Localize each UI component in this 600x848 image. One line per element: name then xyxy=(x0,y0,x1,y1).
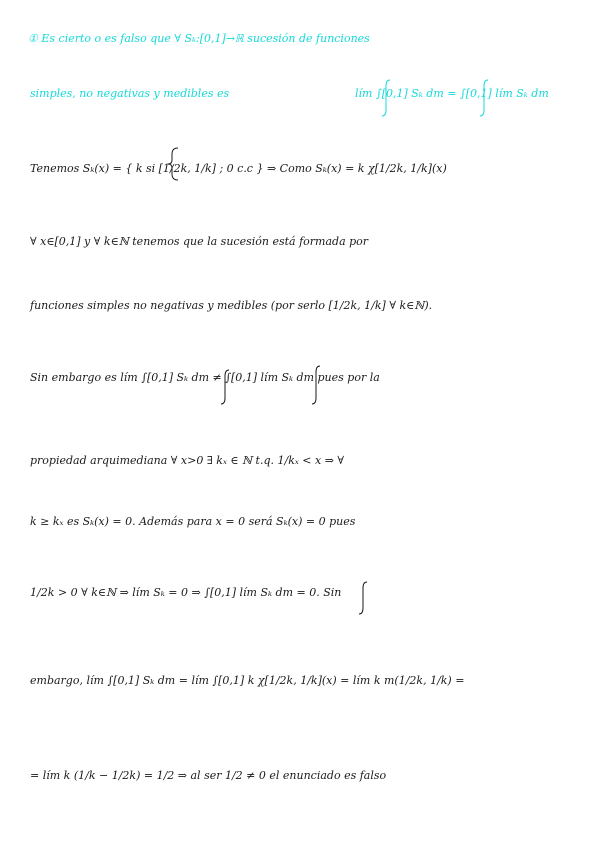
line-10: embargo, lím ∫[0,1] Sₖ dm = lím ∫[0,1] k χ[1/2k, 1/k](x) = lím k m(1/2k, 1/k) = xyxy=(30,674,465,687)
integral-stroke-5 xyxy=(359,582,367,614)
line-3: Tenemos Sₖ(x) = { k si [1/2k, 1/k] ; 0 c.c } ⇒ Como Sₖ(x) = k χ[1/2k, 1/k](x) xyxy=(30,162,447,175)
line-2b: lím ∫[0,1] Sₖ dm = ∫[0,1] lím Sₖ dm xyxy=(355,87,549,100)
line-8: k ≥ kₓ es Sₖ(x) = 0. Además para x = 0 será Sₖ(x) = 0 pues xyxy=(30,515,356,528)
line-11: = lím k (1/k − 1/2k) = 1/2 ⇒ al ser 1/2 ≠ 0 el enunciado es falso xyxy=(30,769,387,782)
line-2a: simples, no negativas y medibles es xyxy=(30,87,230,100)
line-6: Sin embargo es lím ∫[0,1] Sₖ dm ≠ ∫[0,1] lím Sₖ dm pues por la xyxy=(30,371,380,384)
line-5: funciones simples no negativas y medibles (por serlo [1/2k, 1/k] ∀ k∈ℕ). xyxy=(30,299,433,312)
line-1: ① Es cierto o es falso que ∀ Sₖ:[0,1]→ℝ sucesión de funciones xyxy=(28,32,370,45)
line-7: propiedad arquimediana ∀ x>0 ∃ kₓ ∈ ℕ t.q. 1/kₓ < x ⇒ ∀ xyxy=(30,454,345,467)
line-9: 1/2k > 0 ∀ k∈ℕ ⇒ lím Sₖ = 0 ⇒ ∫[0,1] lím Sₖ dm = 0. Sin xyxy=(30,586,342,599)
line-4: ∀ x∈[0,1] y ∀ k∈ℕ tenemos que la sucesión está formada por xyxy=(30,235,369,248)
